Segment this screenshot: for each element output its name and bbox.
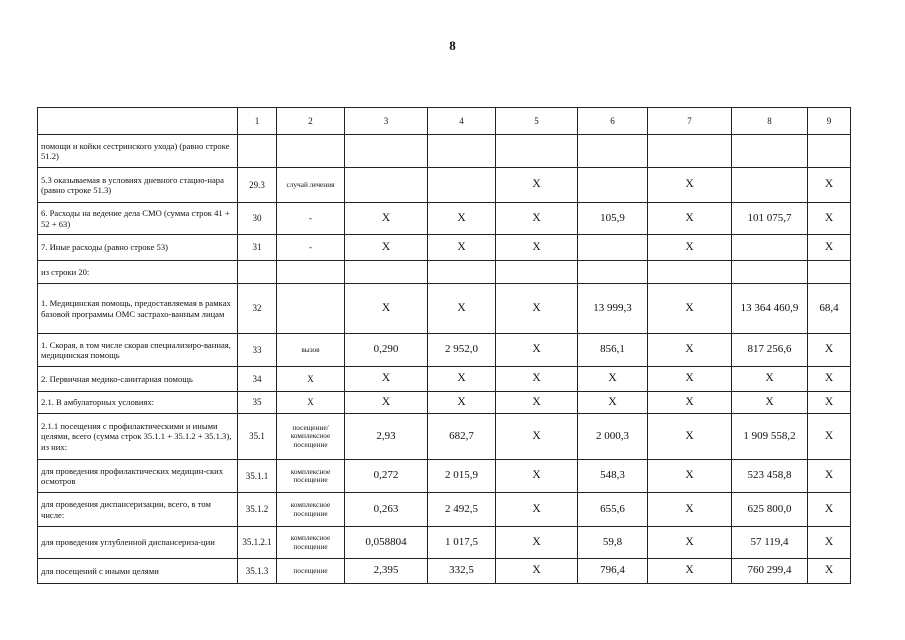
cell-col5: X: [496, 414, 578, 460]
row-code: 32: [238, 284, 277, 334]
cell-col7: X: [648, 168, 732, 203]
row-label: 1. Медицинская помощь, предоставляемая в рамках базовой программы ОМС застрахо-ванным лицам: [38, 284, 238, 334]
cell-col7: X: [648, 392, 732, 414]
cell-col4: X: [428, 203, 496, 235]
cell-col9: X: [808, 392, 851, 414]
row-code: 35.1.1: [238, 460, 277, 493]
cell-col9: X: [808, 414, 851, 460]
row-label: для проведения углубленной диспансериза-ции: [38, 527, 238, 559]
table-row: [38, 460, 851, 493]
cell-col7: X: [648, 367, 732, 392]
row-unit: вызов: [277, 334, 345, 367]
cell-col3: [345, 261, 428, 284]
cell-col7: X: [648, 493, 732, 527]
header-cell: [38, 108, 238, 135]
row-unit: -: [277, 203, 345, 235]
row-code: 35.1.2.1: [238, 527, 277, 559]
cell-col7: [648, 135, 732, 168]
header-cell: 5: [496, 108, 578, 135]
row-unit: посещение/ комплексное посещение: [277, 414, 345, 460]
cell-col5: X: [496, 284, 578, 334]
cell-col4: [428, 135, 496, 168]
cell-col6: X: [578, 392, 648, 414]
row-label: для посещений с иными целями: [38, 559, 238, 584]
cell-col3: X: [345, 392, 428, 414]
row-code: 30: [238, 203, 277, 235]
cell-col5: X: [496, 527, 578, 559]
cell-col3: X: [345, 203, 428, 235]
cell-col3: 2,93: [345, 414, 428, 460]
cell-col4: 2 952,0: [428, 334, 496, 367]
header-cell: 9: [808, 108, 851, 135]
cell-col3: [345, 135, 428, 168]
cell-col9: X: [808, 527, 851, 559]
header-row: [38, 108, 851, 135]
cell-col9: 68,4: [808, 284, 851, 334]
cell-col5: X: [496, 493, 578, 527]
cell-col6: 59,8: [578, 527, 648, 559]
cell-col8: 625 800,0: [732, 493, 808, 527]
cell-col6: [578, 235, 648, 261]
cell-col6: 13 999,3: [578, 284, 648, 334]
cell-col3: 0,058804: [345, 527, 428, 559]
row-label: 1. Скорая, в том числе скорая специализиро-ванная, медицинская помощь: [38, 334, 238, 367]
cell-col8: [732, 235, 808, 261]
cell-col4: X: [428, 367, 496, 392]
cell-col5: X: [496, 203, 578, 235]
cell-col5: [496, 135, 578, 168]
cell-col3: 0,263: [345, 493, 428, 527]
header-cell: 3: [345, 108, 428, 135]
header-cell: 7: [648, 108, 732, 135]
row-unit: [277, 135, 345, 168]
cell-col9: X: [808, 203, 851, 235]
cell-col3: [345, 168, 428, 203]
table-row: [38, 367, 851, 392]
cell-col5: X: [496, 367, 578, 392]
cell-col4: X: [428, 284, 496, 334]
cell-col3: X: [345, 367, 428, 392]
table-row: [38, 493, 851, 527]
cell-col5: X: [496, 460, 578, 493]
cell-col3: X: [345, 284, 428, 334]
row-unit: комплексное посещение: [277, 460, 345, 493]
cell-col5: [496, 261, 578, 284]
row-label: 7. Иные расходы (равно строке 53): [38, 235, 238, 261]
cell-col7: X: [648, 284, 732, 334]
cell-col4: 1 017,5: [428, 527, 496, 559]
cell-col9: X: [808, 168, 851, 203]
header-cell: 2: [277, 108, 345, 135]
row-unit: X: [277, 392, 345, 414]
row-label: для проведения профилактических медицин-ских осмотров: [38, 460, 238, 493]
cell-col6: 105,9: [578, 203, 648, 235]
cell-col8: X: [732, 392, 808, 414]
header-cell: 8: [732, 108, 808, 135]
cell-col8: 523 458,8: [732, 460, 808, 493]
row-unit: комплексное посещение: [277, 493, 345, 527]
cell-col5: X: [496, 334, 578, 367]
cell-col8: [732, 261, 808, 284]
cell-col7: X: [648, 460, 732, 493]
cell-col9: [808, 135, 851, 168]
cell-col8: 13 364 460,9: [732, 284, 808, 334]
cell-col9: X: [808, 460, 851, 493]
table-row: [38, 168, 851, 203]
cell-col6: 548,3: [578, 460, 648, 493]
row-code: 35.1: [238, 414, 277, 460]
cell-col6: [578, 261, 648, 284]
row-label: 2.1. В амбулаторных условиях:: [38, 392, 238, 414]
cell-col7: X: [648, 414, 732, 460]
cell-col9: [808, 261, 851, 284]
cell-col8: 101 075,7: [732, 203, 808, 235]
table-row: [38, 284, 851, 334]
row-code: 34: [238, 367, 277, 392]
cell-col3: X: [345, 235, 428, 261]
cell-col6: 2 000,3: [578, 414, 648, 460]
cell-col3: 0,290: [345, 334, 428, 367]
cell-col8: 57 119,4: [732, 527, 808, 559]
row-unit: посещение: [277, 559, 345, 584]
row-unit: X: [277, 367, 345, 392]
cell-col4: 2 015,9: [428, 460, 496, 493]
cell-col9: X: [808, 235, 851, 261]
row-unit: комплексное посещение: [277, 527, 345, 559]
cell-col6: [578, 168, 648, 203]
cell-col7: X: [648, 559, 732, 584]
row-label: 5.3 оказываемая в условиях дневного стацио-нара (равно строке 51.3): [38, 168, 238, 203]
row-unit: -: [277, 235, 345, 261]
cell-col5: X: [496, 168, 578, 203]
row-unit: случай лечения: [277, 168, 345, 203]
cell-col7: [648, 261, 732, 284]
row-unit: [277, 284, 345, 334]
cell-col4: [428, 261, 496, 284]
row-label: 2.1.1 посещения с профилактическими и иными целями, всего (сумма строк 35.1.1 + 35.1.2 + 35.1.3), из них:: [38, 414, 238, 460]
cell-col5: X: [496, 235, 578, 261]
header-cell: 1: [238, 108, 277, 135]
cell-col5: X: [496, 392, 578, 414]
cell-col8: 760 299,4: [732, 559, 808, 584]
row-code: 35: [238, 392, 277, 414]
cell-col4: X: [428, 392, 496, 414]
page-number: 8: [449, 38, 456, 53]
table-row: [38, 392, 851, 414]
cell-col5: X: [496, 559, 578, 584]
row-code: 29.3: [238, 168, 277, 203]
row-code: 35.1.3: [238, 559, 277, 584]
cell-col8: X: [732, 367, 808, 392]
cell-col4: 2 492,5: [428, 493, 496, 527]
cell-col6: 655,6: [578, 493, 648, 527]
cell-col6: 856,1: [578, 334, 648, 367]
row-unit: [277, 261, 345, 284]
row-code: 35.1.2: [238, 493, 277, 527]
cell-col9: X: [808, 334, 851, 367]
row-code: [238, 135, 277, 168]
cell-col6: X: [578, 367, 648, 392]
cell-col8: 817 256,6: [732, 334, 808, 367]
header-cell: 4: [428, 108, 496, 135]
table-row: [38, 235, 851, 261]
cell-col7: X: [648, 203, 732, 235]
cell-col8: [732, 168, 808, 203]
cell-col4: 682,7: [428, 414, 496, 460]
cell-col7: X: [648, 334, 732, 367]
cell-col6: [578, 135, 648, 168]
cell-col4: 332,5: [428, 559, 496, 584]
cell-col3: 2,395: [345, 559, 428, 584]
cell-col4: [428, 168, 496, 203]
table-row: [38, 334, 851, 367]
row-code: 31: [238, 235, 277, 261]
table-row: [38, 527, 851, 559]
header-cell: 6: [578, 108, 648, 135]
row-label: 6. Расходы на ведение дела СМО (сумма строк 41 + 52 + 63): [38, 203, 238, 235]
cell-col8: 1 909 558,2: [732, 414, 808, 460]
cell-col6: 796,4: [578, 559, 648, 584]
row-code: [238, 261, 277, 284]
table-row: [38, 559, 851, 584]
row-label: 2. Первичная медико-санитарная помощь: [38, 367, 238, 392]
cell-col3: 0,272: [345, 460, 428, 493]
data-table: [37, 107, 851, 584]
cell-col4: X: [428, 235, 496, 261]
cell-col8: [732, 135, 808, 168]
row-label: из строки 20:: [38, 261, 238, 284]
row-label: помощи и койки сестринского ухода) (равно строке 51.2): [38, 135, 238, 168]
row-code: 33: [238, 334, 277, 367]
table-row: [38, 261, 851, 284]
cell-col9: X: [808, 559, 851, 584]
cell-col7: X: [648, 235, 732, 261]
row-label: для проведения диспансеризации, всего, в том числе:: [38, 493, 238, 527]
table-row: [38, 414, 851, 460]
cell-col9: X: [808, 493, 851, 527]
cell-col9: X: [808, 367, 851, 392]
table-row: [38, 203, 851, 235]
table-row: [38, 135, 851, 168]
cell-col7: X: [648, 527, 732, 559]
